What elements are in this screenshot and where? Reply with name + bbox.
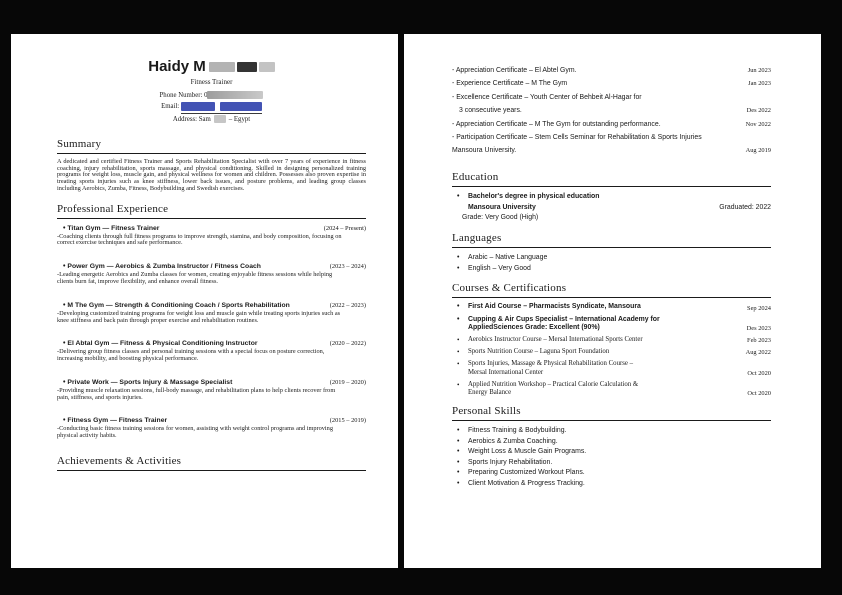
address-suffix: – Egypt [228, 116, 251, 123]
course-name-line1: • Applied Nutrition Workshop – Practical Calorie Calculation & [468, 380, 639, 388]
course-name: • Aerobics Instructor Course – Mersal International Sports Center [452, 336, 643, 344]
name-redaction-block [237, 62, 257, 72]
course-date: Feb 2023 [747, 337, 771, 345]
email-redaction-block [181, 102, 215, 111]
achievement-text: - Experience Certificate – M The Gym [452, 80, 568, 88]
job-description: -Leading energetic Aerobics and Zumba classes for women, creating enjoyable fitness sessions while helping clients burn fat, improve flexibility, and enhance overall fitness. [57, 271, 333, 285]
courses-list [452, 303, 771, 397]
course-name-line1: • Cupping & Air Cups Specialist – International Academy for [468, 315, 660, 323]
phone-redaction-block [207, 91, 263, 99]
resume-header [57, 58, 366, 125]
skills-list [452, 426, 771, 489]
course-date: Sep 2024 [747, 304, 771, 312]
address-row [57, 114, 366, 125]
address-prefix: Address: Sam [172, 116, 211, 123]
job-dates: (2022 – 2023) [329, 301, 366, 309]
job-entry [57, 224, 366, 248]
job-dates: (2019 – 2020) [329, 378, 366, 386]
education-block [452, 192, 771, 224]
job-title: • M The Gym — Strength & Conditioning Coach / Sports Rehabilitation [57, 301, 290, 310]
job-dates: (2023 – 2024) [329, 263, 366, 271]
achievement-date: Aug 2019 [745, 147, 771, 155]
email-redaction [181, 101, 262, 114]
job-entry [57, 339, 366, 363]
school: Mansoura University [468, 204, 536, 212]
grade: Grade: Very Good (High) [462, 214, 539, 222]
role-title: Fitness Trainer [190, 78, 233, 86]
address-redaction-block [214, 115, 226, 123]
course-entry [452, 381, 771, 397]
course-name [452, 316, 660, 332]
name-redaction-block [259, 62, 275, 72]
resume-page-2 [404, 34, 821, 568]
job-entry [57, 416, 366, 440]
course-entry [452, 316, 771, 332]
graduated: Graduated: 2022 [719, 204, 771, 212]
email-label: Email: [161, 103, 180, 110]
job-title: • Titan Gym — Fitness Trainer [57, 224, 159, 233]
job-description: -Providing muscle relaxation sessions, full-body massage, and rehabilitation plans to help clients recover from pain, stiffness, and sports injuries. [57, 386, 336, 401]
degree: • Bachelor's degree in physical education [452, 192, 771, 203]
job-description: -Developing customized training programs for weight loss and muscle gain while treating sports injuries such as knee stiffness and back pain through proper exercise and rehabilitation routines. [57, 309, 341, 324]
achievement-text: - Excellence Certificate – Youth Center of Behbeit Al-Hagar for [452, 93, 642, 101]
course-name [452, 360, 633, 376]
job-description: -Conducting basic fitness training sessions for women, assisting with weight control programs and improving physical activity habits. [57, 425, 333, 440]
course-entry [452, 303, 771, 311]
job-title: • Fitness Gym — Fitness Trainer [57, 416, 167, 425]
skill-item: • Weight Loss & Muscle Gain Programs. [452, 447, 771, 458]
achievement-text-continued: Mansoura University. [452, 147, 517, 155]
course-entry [452, 360, 771, 376]
achievement-date: Jun 2023 [747, 67, 771, 74]
candidate-name [57, 58, 366, 75]
achievement-date: Des 2022 [746, 107, 771, 115]
phone-label: Phone Number: 0 [159, 92, 208, 99]
section-heading-languages: Languages [452, 232, 771, 248]
skill-item: • Fitness Training & Bodybuilding. [452, 426, 771, 437]
achievement-row [452, 118, 771, 131]
course-date: Oct 2020 [747, 369, 771, 377]
course-entry [452, 336, 771, 344]
achievement-date: Nov 2022 [745, 120, 771, 128]
course-name: • Sports Nutrition Course – Laguna Sport Foundation [452, 348, 609, 356]
skill-item: • Sports Injury Rehabilitation. [452, 458, 771, 469]
job-title: • Power Gym — Aerobics & Zumba Instructor / Fitness Coach [57, 262, 261, 271]
skill-item: • Client Motivation & Progress Tracking. [452, 479, 771, 490]
course-name-line2: Energy Balance [468, 388, 512, 396]
skill-item: • Preparing Customized Workout Plans. [452, 468, 771, 479]
job-dates: (2020 – 2022) [329, 340, 366, 348]
achievement-row [452, 64, 771, 77]
achievement-text-continued: 3 consecutive years. [459, 107, 522, 115]
course-date: Oct 2020 [747, 390, 771, 398]
contact-block [57, 90, 366, 125]
course-name: • First Aid Course – Pharmacists Syndicate, Mansoura [452, 303, 641, 311]
resume-page-1 [11, 34, 398, 568]
section-heading-courses: Courses & Certifications [452, 282, 771, 298]
job-dates: (2015 – 2019) [329, 417, 366, 425]
job-title: • Private Work — Sports Injury & Massage Specialist [57, 378, 232, 387]
candidate-name-text: Haidy M [148, 58, 206, 75]
course-date: Des 2023 [746, 324, 771, 332]
skill-item: • Aerobics & Zumba Coaching. [452, 437, 771, 448]
language-item: • Arabic – Native Language [452, 253, 771, 264]
languages-list [452, 253, 771, 274]
summary-text: A dedicated and certified Fitness Trainer and Sports Rehabilitation Specialist with over 7 years of experience in fitness coaching, injury rehabilitation, sports massage, and physical conditioning. Skilled in designing personalized training programs for weight loss, muscle gain, and physical wellness for women and children. Possesses also proven expertise in treating sports injuries such as knee stiffness, lower back issues, and posture problems, and leading group classes including Aerobics, Zumba, Fitness, Bodybuilding and Swedish exercises. [57, 158, 366, 192]
section-heading-experience: Professional Experience [57, 203, 366, 219]
job-description: -Delivering group fitness classes and personal training sessions with a special focus on posture correction, increasing mobility, and boosting physical performance. [57, 348, 325, 363]
course-date: Aug 2022 [745, 349, 771, 357]
achievement-text: - Appreciation Certificate – El Abtel Gym. [452, 67, 577, 74]
achievements-list [452, 64, 771, 158]
job-dates: (2024 – Present) [323, 224, 366, 232]
achievement-row [452, 77, 771, 90]
job-entry [57, 378, 366, 402]
course-name [452, 381, 638, 397]
job-title: • El Abtal Gym — Fitness & Physical Conditioning Instructor [57, 339, 258, 348]
section-heading-education: Education [452, 171, 771, 187]
achievement-text: - Participation Certificate – Stem Cells Seminar for Rehabilitation & Sports Injuries [452, 134, 702, 142]
email-row [57, 101, 366, 114]
phone-row [57, 90, 366, 101]
course-name-line2: Mersal International Center [468, 368, 544, 376]
achievement-date: Jan 2023 [748, 80, 771, 88]
language-item: • English – Very Good [452, 264, 771, 275]
achievement-row [452, 91, 771, 118]
section-heading-summary: Summary [57, 138, 366, 154]
job-description: -Coaching clients through full fitness programs to improve strength, stamina, and body composition, focusing on correct exercise techniques and safe performance. [57, 232, 342, 247]
section-heading-achievements: Achievements & Activities [57, 455, 366, 471]
course-entry [452, 348, 771, 356]
email-redaction-block [220, 102, 262, 111]
job-entry [57, 301, 366, 325]
name-redaction-block [209, 62, 235, 72]
course-name-line2: AppliedSciences Grade: Excellent (90%) [468, 323, 600, 331]
achievement-row [452, 131, 771, 158]
achievement-text: - Appreciation Certificate – M The Gym for outstanding performance. [452, 120, 661, 128]
job-entry [57, 262, 366, 286]
section-heading-skills: Personal Skills [452, 405, 771, 421]
course-name-line1: • Sports Injuries, Massage & Physical Rehabilitation Course – [468, 360, 633, 368]
